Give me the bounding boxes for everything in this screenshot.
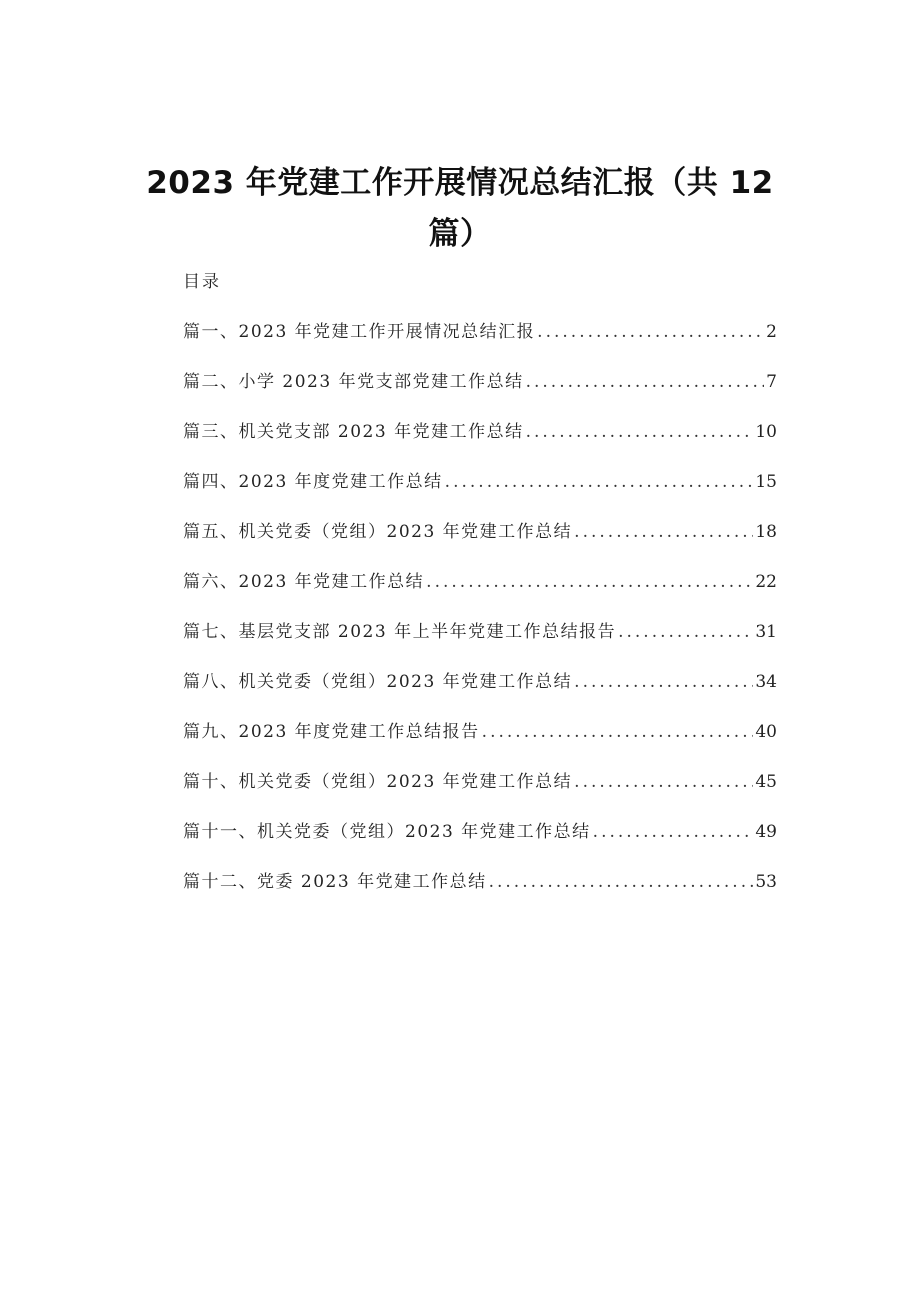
toc-entry[interactable] xyxy=(183,568,777,618)
toc-dot-leader xyxy=(426,568,753,596)
toc-page-number: 15 xyxy=(755,472,777,492)
toc-entry-title: 篇五、机关党委（党组）2023 年党建工作总结 xyxy=(183,522,573,542)
toc-entry[interactable] xyxy=(183,868,777,918)
toc-page-number: 45 xyxy=(755,772,777,792)
page-title-line-1: 2023 年党建工作开展情况总结汇报（共 12 xyxy=(146,164,774,201)
toc-page-number: 18 xyxy=(755,522,777,542)
toc-dot-leader xyxy=(526,418,754,446)
toc-entry[interactable] xyxy=(183,318,777,368)
toc-entry[interactable] xyxy=(183,818,777,868)
toc-entry-title: 篇九、2023 年度党建工作总结报告 xyxy=(183,722,480,742)
table-of-contents xyxy=(183,318,777,918)
toc-entry-title: 篇八、机关党委（党组）2023 年党建工作总结 xyxy=(183,672,573,692)
toc-entry[interactable] xyxy=(183,418,777,468)
toc-entry[interactable] xyxy=(183,618,777,668)
toc-page-number: 49 xyxy=(755,822,777,842)
toc-page-number: 2 xyxy=(766,322,777,342)
toc-page-number: 22 xyxy=(755,572,777,592)
toc-entry-title: 篇一、2023 年党建工作开展情况总结汇报 xyxy=(183,322,536,342)
toc-entry-title: 篇七、基层党支部 2023 年上半年党建工作总结报告 xyxy=(183,622,617,642)
toc-entry[interactable] xyxy=(183,468,777,518)
toc-page-number: 34 xyxy=(755,672,777,692)
toc-dot-leader xyxy=(618,618,753,646)
page-title xyxy=(140,158,780,260)
toc-dot-leader xyxy=(445,468,754,496)
toc-dot-leader xyxy=(574,518,753,546)
toc-dot-leader xyxy=(489,868,754,896)
toc-entry-title: 篇四、2023 年度党建工作总结 xyxy=(183,472,443,492)
toc-dot-leader xyxy=(526,368,765,396)
toc-entry-title: 篇三、机关党支部 2023 年党建工作总结 xyxy=(183,422,524,442)
toc-page-number: 31 xyxy=(755,622,777,642)
toc-entry-title: 篇十、机关党委（党组）2023 年党建工作总结 xyxy=(183,772,573,792)
page-title-line-2: 篇） xyxy=(428,215,492,252)
toc-page-number: 53 xyxy=(755,872,777,892)
toc-entry-title: 篇二、小学 2023 年党支部党建工作总结 xyxy=(183,372,524,392)
toc-dot-leader xyxy=(574,768,753,796)
toc-dot-leader xyxy=(593,818,754,846)
toc-entry-title: 篇十一、机关党委（党组）2023 年党建工作总结 xyxy=(183,822,591,842)
toc-dot-leader xyxy=(482,718,754,746)
toc-entry-title: 篇六、2023 年党建工作总结 xyxy=(183,572,425,592)
toc-page-number: 10 xyxy=(755,422,777,442)
toc-heading: 目录 xyxy=(183,272,221,292)
toc-entry[interactable] xyxy=(183,768,777,818)
toc-entry[interactable] xyxy=(183,668,777,718)
toc-dot-leader xyxy=(574,668,753,696)
toc-page-number: 7 xyxy=(766,372,777,392)
toc-entry-title: 篇十二、党委 2023 年党建工作总结 xyxy=(183,872,487,892)
toc-page-number: 40 xyxy=(755,722,777,742)
toc-dot-leader xyxy=(537,318,764,346)
toc-entry[interactable] xyxy=(183,368,777,418)
toc-entry[interactable] xyxy=(183,518,777,568)
toc-entry[interactable] xyxy=(183,718,777,768)
